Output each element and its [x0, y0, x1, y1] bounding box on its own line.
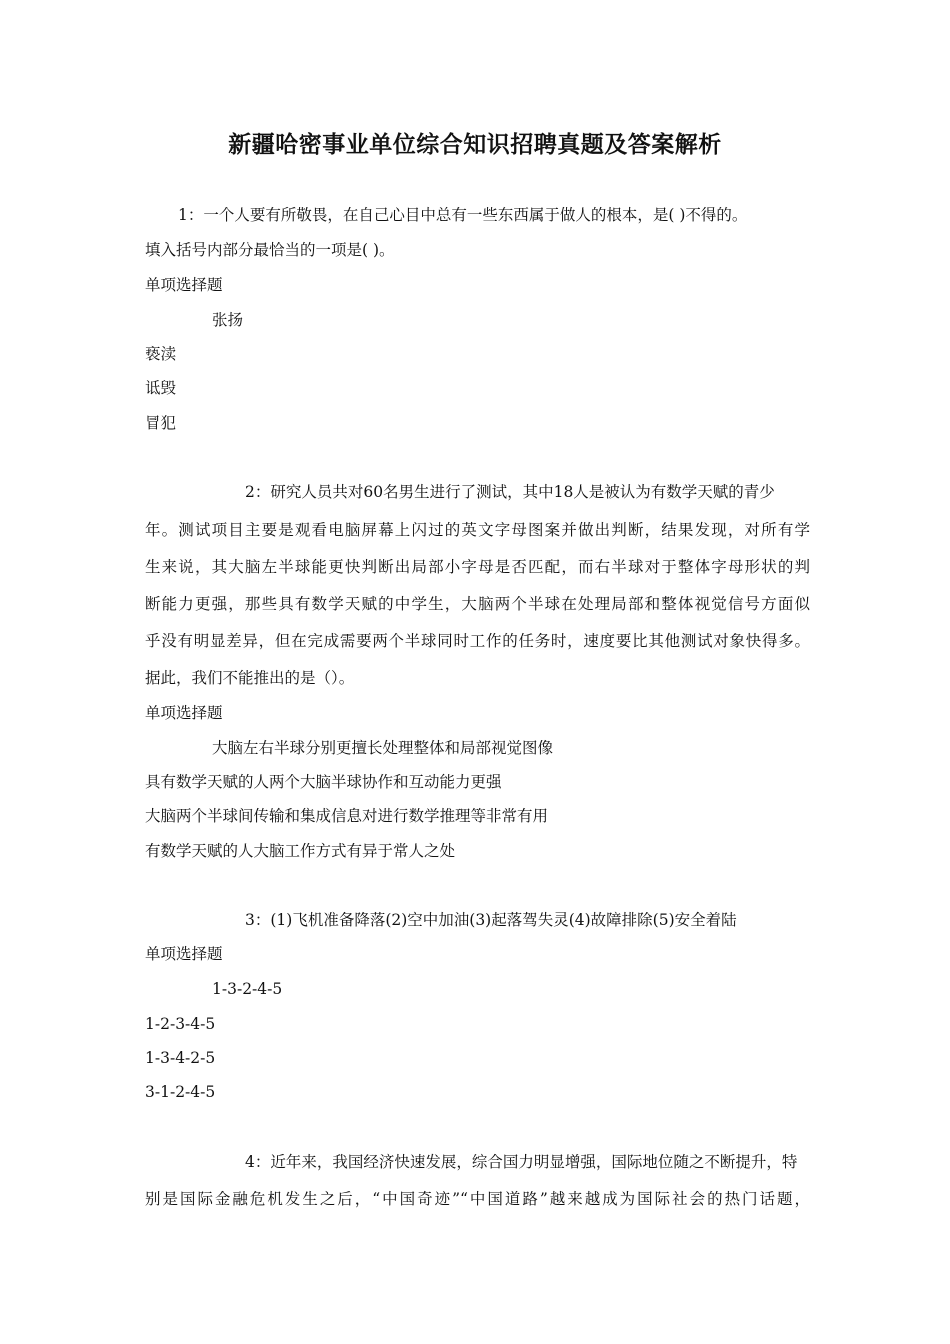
q2-stem-line-4: 断能力更强，那些具有数学天赋的中学生，大脑两个半球在处理局部和整体视觉信号方面似 — [145, 595, 810, 613]
q2-option-d: 有数学天赋的人大脑工作方式有异于常人之处 — [145, 842, 456, 860]
q1-option-a: 张扬 — [212, 311, 244, 329]
q1-question-type: 单项选择题 — [145, 276, 223, 294]
q2-stem-line-5: 乎没有明显差异，但在完成需要两个半球同时工作的任务时，速度要比其他测试对象快得多。 — [145, 632, 810, 650]
q1-stem-line-2: 填入括号内部分最恰当的一项是( )。 — [145, 241, 395, 259]
q3-stem: 3：(1)飞机准备降落(2)空中加油(3)起落驾失灵(4)故障排除(5)安全着陆 — [245, 911, 737, 929]
q2-option-b: 具有数学天赋的人两个大脑半球协作和互动能力更强 — [145, 773, 502, 791]
q3-option-b: 1-2-3-4-5 — [145, 1015, 216, 1033]
q2-stem-line-3: 生来说，其大脑左半球能更快判断出局部小字母是否匹配，而右半球对于整体字母形状的判 — [145, 558, 810, 576]
q3-option-a: 1-3-2-4-5 — [212, 980, 283, 998]
q1-option-d: 冒犯 — [145, 414, 177, 432]
q1-option-c: 诋毁 — [145, 379, 177, 397]
q2-option-c: 大脑两个半球间传输和集成信息对进行数学推理等非常有用 — [145, 807, 549, 825]
q2-option-a: 大脑左右半球分别更擅长处理整体和局部视觉图像 — [212, 739, 554, 757]
q1-stem-line-1: 1：一个人要有所敬畏，在自己心目中总有一些东西属于做人的根本，是( )不得的。 — [178, 206, 748, 224]
q3-option-d: 3-1-2-4-5 — [145, 1083, 216, 1101]
q3-question-type: 单项选择题 — [145, 945, 223, 963]
q1-option-b: 亵渎 — [145, 345, 177, 363]
q2-stem-line-2: 年。测试项目主要是观看电脑屏幕上闪过的英文字母图案并做出判断，结果发现，对所有学 — [145, 521, 810, 539]
q3-option-c: 1-3-4-2-5 — [145, 1049, 216, 1067]
q2-question-type: 单项选择题 — [145, 704, 223, 722]
q4-stem-line-2: 别是国际金融危机发生之后，“中国奇迹”“中国道路”越来越成为国际社会的热门话题， — [145, 1190, 810, 1208]
q4-stem-line-1: 4：近年来，我国经济快速发展，综合国力明显增强，国际地位随之不断提升，特 — [245, 1153, 798, 1171]
q2-stem-line-6: 据此，我们不能推出的是（）。 — [145, 669, 355, 687]
page-title: 新疆哈密事业单位综合知识招聘真题及答案解析 — [228, 131, 722, 158]
q2-stem-line-1: 2：研究人员共对60名男生进行了测试，其中18人是被认为有数学天赋的青少 — [245, 483, 775, 501]
